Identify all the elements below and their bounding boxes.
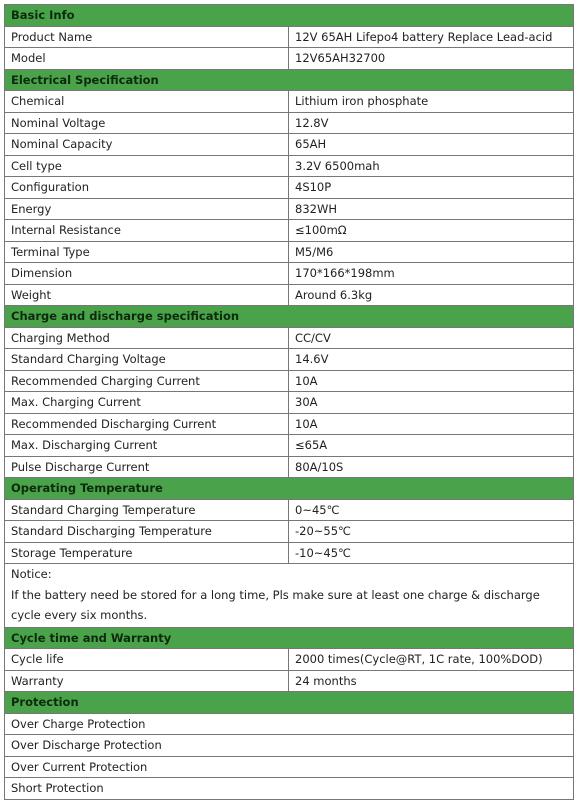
spec-value: 832WH (289, 198, 574, 220)
spec-value: -10~45℃ (289, 542, 574, 564)
section-title: Protection (5, 692, 574, 714)
notice-title: Notice: (11, 567, 52, 581)
spec-table (4, 4, 574, 800)
table-row (5, 112, 574, 134)
notice-row (5, 564, 574, 628)
spec-value: 2000 times(Cycle@RT, 1C rate, 100%DOD) (289, 649, 574, 671)
spec-label: Max. Discharging Current (5, 435, 289, 457)
table-row (5, 435, 574, 457)
spec-label: Chemical (5, 91, 289, 113)
spec-label: Pulse Discharge Current (5, 456, 289, 478)
spec-value: 10A (289, 370, 574, 392)
table-row (5, 155, 574, 177)
spec-label: Standard Charging Temperature (5, 499, 289, 521)
protection-item: Short Protection (5, 778, 574, 800)
protection-item: Over Current Protection (5, 756, 574, 778)
spec-value: 3.2V 6500mah (289, 155, 574, 177)
section-header-operating-temperature (5, 478, 574, 500)
spec-value: Around 6.3kg (289, 284, 574, 306)
table-row (5, 241, 574, 263)
spec-value: M5/M6 (289, 241, 574, 263)
spec-value: CC/CV (289, 327, 574, 349)
spec-label: Storage Temperature (5, 542, 289, 564)
spec-label: Weight (5, 284, 289, 306)
spec-value: ≤100mΩ (289, 220, 574, 242)
spec-label: Dimension (5, 263, 289, 285)
section-title: Operating Temperature (5, 478, 574, 500)
table-row (5, 220, 574, 242)
spec-label: Cell type (5, 155, 289, 177)
spec-value: ≤65A (289, 435, 574, 457)
table-row (5, 349, 574, 371)
notice-cell (5, 564, 574, 628)
spec-value: 24 months (289, 670, 574, 692)
section-title: Cycle time and Warranty (5, 627, 574, 649)
section-title: Basic Info (5, 5, 574, 27)
spec-label: Max. Charging Current (5, 392, 289, 414)
section-header-basic-info (5, 5, 574, 27)
table-row (5, 198, 574, 220)
spec-label: Energy (5, 198, 289, 220)
table-row (5, 713, 574, 735)
section-title: Electrical Specification (5, 69, 574, 91)
spec-label: Configuration (5, 177, 289, 199)
spec-value: 0~45℃ (289, 499, 574, 521)
spec-label: Warranty (5, 670, 289, 692)
spec-label: Standard Charging Voltage (5, 349, 289, 371)
spec-label: Nominal Voltage (5, 112, 289, 134)
spec-label: Product Name (5, 26, 289, 48)
protection-item: Over Charge Protection (5, 713, 574, 735)
table-row (5, 134, 574, 156)
spec-value: 30A (289, 392, 574, 414)
table-row (5, 48, 574, 70)
table-row (5, 735, 574, 757)
spec-label: Terminal Type (5, 241, 289, 263)
table-row (5, 456, 574, 478)
spec-value: 65AH (289, 134, 574, 156)
spec-value: 12V65AH32700 (289, 48, 574, 70)
spec-label: Model (5, 48, 289, 70)
table-row (5, 327, 574, 349)
table-row (5, 670, 574, 692)
spec-value: 10A (289, 413, 574, 435)
table-row (5, 26, 574, 48)
section-title: Charge and discharge specification (5, 306, 574, 328)
spec-value: 80A/10S (289, 456, 574, 478)
table-row (5, 284, 574, 306)
table-row (5, 521, 574, 543)
spec-label: Recommended Discharging Current (5, 413, 289, 435)
spec-value: 4S10P (289, 177, 574, 199)
spec-value: 12.8V (289, 112, 574, 134)
section-header-charge-discharge (5, 306, 574, 328)
table-row (5, 370, 574, 392)
spec-label: Internal Resistance (5, 220, 289, 242)
spec-value: 14.6V (289, 349, 574, 371)
spec-label: Cycle life (5, 649, 289, 671)
table-row (5, 778, 574, 800)
spec-label: Standard Discharging Temperature (5, 521, 289, 543)
spec-value: 12V 65AH Lifepo4 battery Replace Lead-acid (289, 26, 574, 48)
notice-text: If the battery need be stored for a long time, Pls make sure at least one charge & discharge cycle every six months. (11, 587, 540, 622)
table-row (5, 392, 574, 414)
spec-label: Charging Method (5, 327, 289, 349)
section-header-cycle-warranty (5, 627, 574, 649)
spec-value: 170*166*198mm (289, 263, 574, 285)
table-row (5, 649, 574, 671)
spec-label: Recommended Charging Current (5, 370, 289, 392)
section-header-electrical (5, 69, 574, 91)
table-row (5, 756, 574, 778)
table-row (5, 177, 574, 199)
spec-value: Lithium iron phosphate (289, 91, 574, 113)
section-header-protection (5, 692, 574, 714)
spec-value: -20~55℃ (289, 521, 574, 543)
table-row (5, 91, 574, 113)
table-row (5, 263, 574, 285)
protection-item: Over Discharge Protection (5, 735, 574, 757)
table-row (5, 542, 574, 564)
spec-label: Nominal Capacity (5, 134, 289, 156)
table-row (5, 413, 574, 435)
table-row (5, 499, 574, 521)
